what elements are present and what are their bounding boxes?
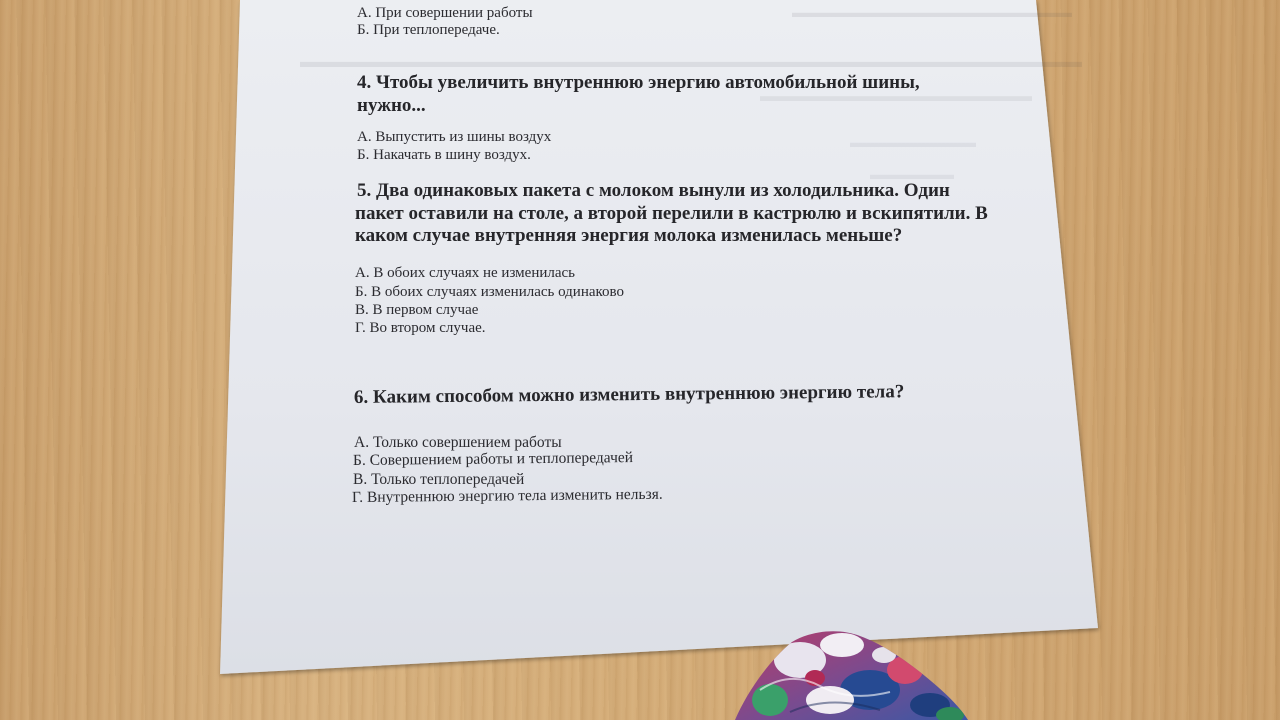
q5-title-line-3: каком случае внутренняя энергия молока изменилась меньше? bbox=[355, 225, 903, 246]
q4-title-line-2: нужно... bbox=[357, 95, 426, 116]
q5-answer-c: В. В первом случае bbox=[355, 302, 479, 318]
q5-answer-d: Г. Во втором случае. bbox=[355, 320, 486, 336]
q4-answer-b: Б. Накачать в шину воздух. bbox=[357, 147, 531, 163]
q5-answer-a: А. В обоих случаях не изменилась bbox=[355, 265, 576, 281]
q3-answer-b: Б. При теплопередаче. bbox=[357, 22, 500, 38]
q6-answer-b: Б. Совершением работы и теплопередачей bbox=[352, 449, 634, 469]
q5-title-line-2: пакет оставили на столе, а второй перелили в кастрюлю и вскипятили. В bbox=[355, 203, 988, 224]
q6-title: 6. Каким способом можно изменить внутреннюю энергию тела? bbox=[353, 381, 905, 408]
bleed-through: ▬▬▬▬▬▬▬▬▬▬▬▬▬▬▬▬▬▬▬▬ ▬▬▬▬▬▬▬▬▬▬▬▬▬▬▬▬▬▬▬▬▬▬▬▬▬▬▬▬▬▬▬▬▬▬▬▬▬▬▬▬▬▬▬▬▬▬ ▬▬▬▬▬▬▬▬▬▬▬▬▬▬▬▬▬ ▬▬▬▬▬▬▬▬▬ ▬▬▬▬▬▬ bbox=[300, 6, 1082, 183]
q4-title-line-1: 4. Чтобы увеличить внутреннюю энергию автомобильной шины, bbox=[357, 72, 920, 93]
q6-answer-a: А. Только совершением работы bbox=[354, 434, 562, 451]
q6-answer-d: Г. Внутреннюю энергию тела изменить нельзя. bbox=[351, 485, 663, 506]
q5-answer-b: Б. В обоих случаях изменилась одинаково bbox=[355, 284, 625, 300]
q4-answer-a: А. Выпустить из шины воздух bbox=[357, 129, 552, 145]
q3-answer-a: А. При совершении работы bbox=[357, 5, 533, 21]
q6-answer-c: В. Только теплопередачей bbox=[353, 471, 525, 488]
q5-title-line-1: 5. Два одинаковых пакета с молоком вынули из холодильника. Один bbox=[357, 180, 950, 201]
